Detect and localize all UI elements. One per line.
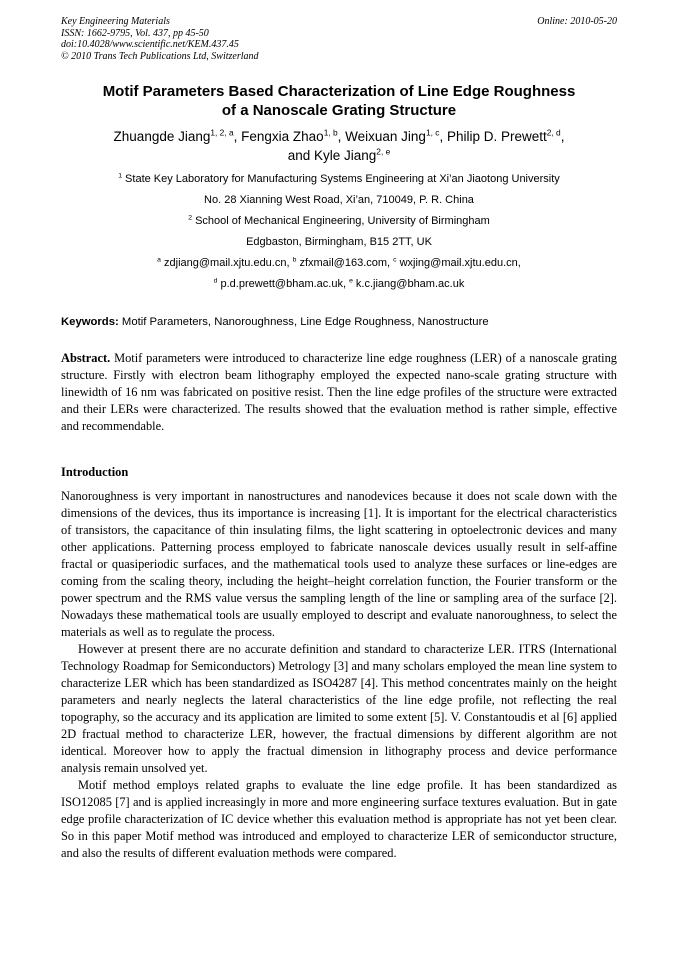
affiliations-block [61, 172, 617, 291]
author-emails-line2: $^d$ p.d.prewett@bham.ac.uk, $^e$ k.c.jiang@bham.ac.uk [213, 277, 465, 290]
keywords-line: Keywords: Motif Parameters, Nanoroughness, Line Edge Roughness, Nanostructure [61, 316, 489, 328]
copyright-line: © 2010 Trans Tech Publications Ltd, Switzerland [61, 50, 259, 62]
introduction-paragraph-1: Nanoroughness is very important in nanostructures and nanodevices because it does not scale down with the dimensions of the devices, thus its importance is increasing [1]. It is important for the electrical characteristics of transistors, the capacitance of thin insulating films, the light scattering in optoelectronic devices and many other applications. Patterning process employed to fabricate nanoscale devices usually result in self-affine fractal or quasiperiodic surfaces, and the mathematical tools used to analyze these surfaces or line-edges are coming from the scaling theory, including the height–height correlation function, the Fourier transform or the power spectrum and the RMS value versus the sampling length of the line or sampling area of the surface [2]. Nowadays these mathematical tools are usually employed to descript and evaluate nanoroughness, to select the materials as well as to regulate the process. [61, 489, 617, 639]
online-date: Online: 2010-05-20 [537, 16, 617, 27]
paper-title [61, 82, 617, 120]
paper-title-line2: of a Nanoscale Grating Structure [221, 102, 457, 119]
paper-title-line1: Motif Parameters Based Characterization of Line Edge Roughness [102, 83, 576, 100]
issn-volume-line: ISSN: 1662-9795, Vol. 437, pp 45-50 [61, 27, 209, 39]
publication-info [61, 16, 259, 62]
affiliation-1-address: No. 28 Xianning West Road, Xi’an, 710049, P. R. China [204, 194, 474, 206]
introduction-paragraph-3: Motif method employs related graphs to evaluate the line edge profile. It has been standardized as ISO12085 [7] and is applied increasingly in more and more engineering surface textures evaluation. But in gate edge profile characterization of IC device whether this evaluation method is appropriate has not yet been clear. So in this paper Motif method was introduced and employed to characterize LER of semiconductor structure, and also the results of different evaluation methods were compared. [61, 778, 617, 860]
publication-header [61, 16, 617, 62]
introduction-paragraph-2: However at present there are no accurate definition and standard to characterize LER. ITRS (International Technology Roadmap for Semiconductors) Metrology [3] and many scholars employed the mean line system to characterize LER which has been standardized as ISO4287 [4]. This method concentrates mainly on the height parameters and nearly neglects the lateral characteristics of the line edge profile, not reflecting the real topography, so the accuracy and its application are limited to some extent [5]. V. Constantoudis et al [6] applied 2D fractual method to characterize LER, however, the fractual dimensions by different algorithm are not identical. Moreover how to apply the fractual dimension in lithography process and device performance analysis remain unsolved yet. [61, 642, 617, 775]
affiliation-1: $^1$ State Key Laboratory for Manufacturing Systems Engineering at Xi’an Jiaotong University [118, 172, 560, 185]
journal-name: Key Engineering Materials [61, 16, 170, 27]
authors-line: Zhuangde Jiang$^{1, 2, a}$, Fengxia Zhao$^{1, b}$, Weixuan Jing$^{1, c}$, Philip D. Prewett$^{2, d}$, and Kyle Jiang$^{2, e}$ [113, 127, 565, 163]
author-emails-line1: $^a$ zdjiang@mail.xjtu.edu.cn, $^b$ zfxmail@163.com, $^c$ wxjing@mail.xjtu.edu.cn, [157, 256, 521, 269]
abstract-paragraph: Abstract. Motif parameters were introduced to characterize line edge roughness (LER) of a nanoscale grating structure. Firstly with electron beam lithography employed the expected nano-scale grating structure with linewidth of 16 nm was fabricated on positive resist. Then the line edge profiles of the structure were extracted and their LERs were characterized. The results showed that the evaluation method is rather simple, effective and recommendable. [61, 351, 617, 433]
affiliation-2-address: Edgbaston, Birmingham, B15 2TT, UK [246, 236, 432, 248]
affiliation-2: $^2$ School of Mechanical Engineering, University of Birmingham [188, 214, 490, 227]
section-heading-introduction: Introduction [61, 465, 129, 479]
doi-line: doi:10.4028/www.scientific.net/KEM.437.45 [61, 39, 239, 50]
